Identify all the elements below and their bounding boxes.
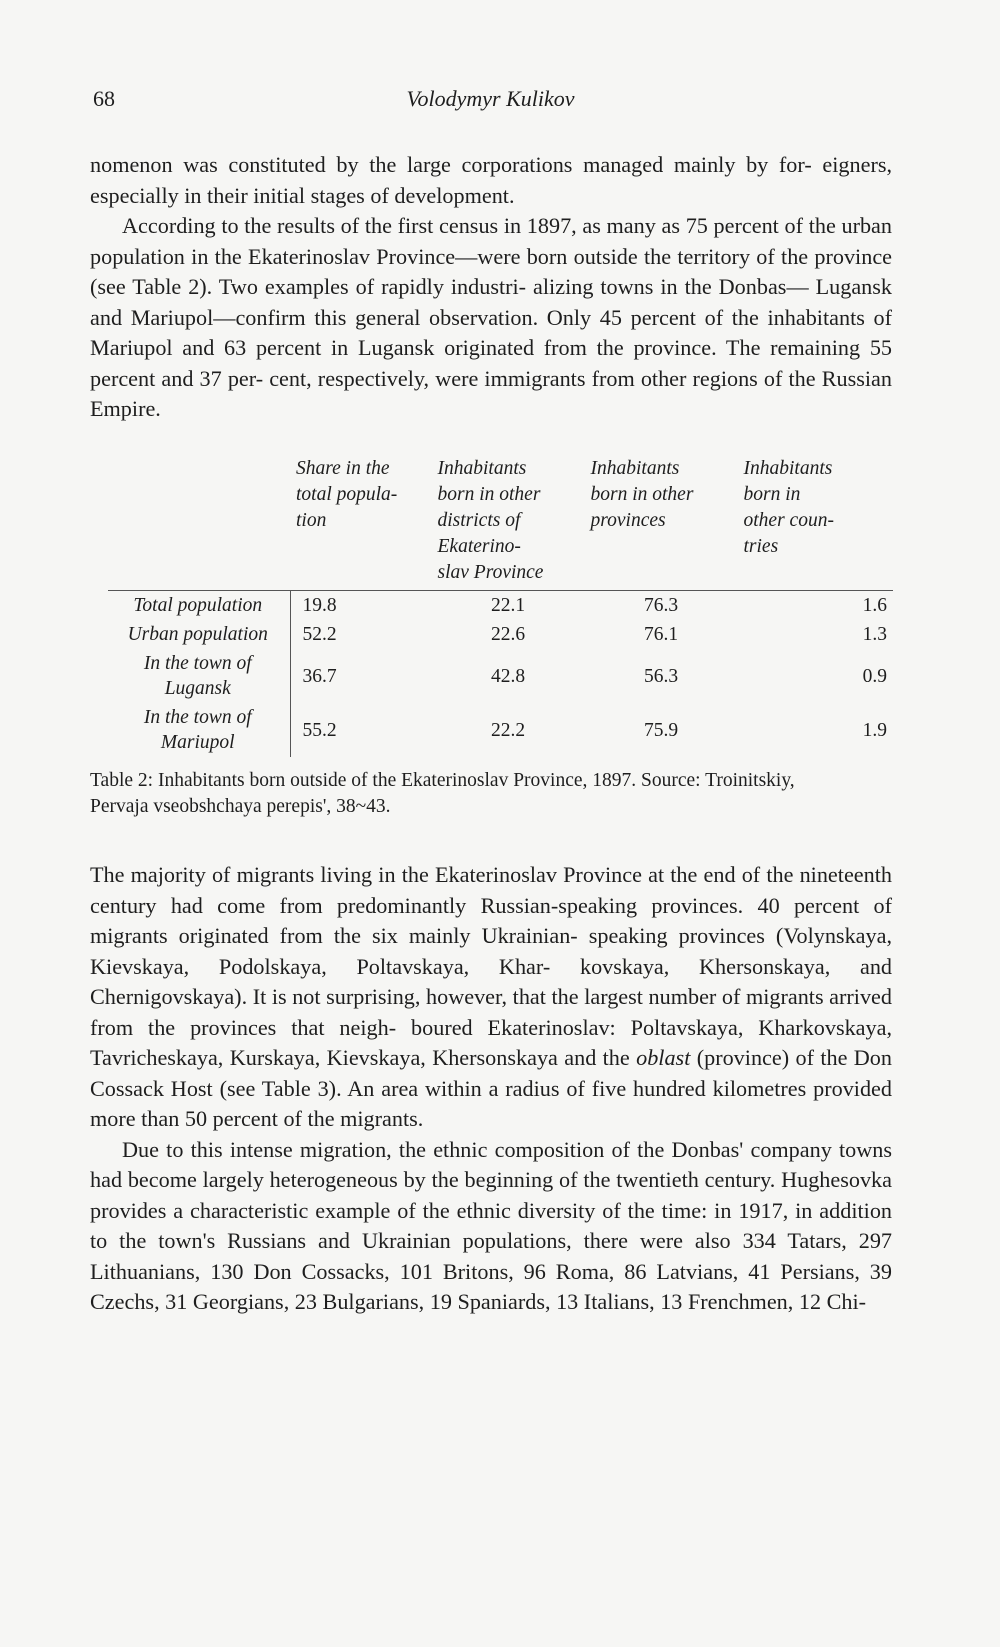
column-header-other-provinces: Inhabitants born in other provinces: [585, 450, 738, 591]
text-line: eigners, especially in their initial stages of development.: [90, 152, 893, 208]
table-cell: 76.3: [643, 595, 679, 616]
paragraph: [90, 150, 892, 211]
text-line: boured Ekaterinoslav: Poltavskaya, Kharkovskaya, Tavricheskaya, Kurskaya,: [90, 1014, 893, 1070]
column-header-other-countries: Inhabitants born in other coun- tries: [738, 450, 894, 591]
text-line: ethnic diversity of the time: in 1917, in addition to the town's Russians and: [90, 1197, 893, 1253]
caption-line: Table 2: Inhabitants born outside of the Ekaterinoslav Province, 1897. Source: Troinitskiy,: [90, 770, 795, 791]
running-header-author: Volodymyr Kulikov: [406, 86, 575, 111]
text-line: more than 50 percent of the migrants.: [90, 1106, 424, 1131]
text-line: cent, respectively, were immigrants from other regions of the Russian Empire.: [90, 365, 892, 421]
table-cell: 42.8: [490, 665, 526, 687]
text-line: Georgians, 23 Bulgarians, 19 Spaniards, 13 Italians, 13 Frenchmen, 12 Chi-: [192, 1289, 867, 1314]
text-line: that the largest number of migrants arrived from the provinces that neigh-: [90, 984, 893, 1040]
text-line: Lugansk originated from the province. The remaining 55 percent and 37 per-: [90, 335, 893, 391]
running-header: [93, 86, 888, 116]
table-row: [108, 649, 893, 703]
text-line: observation. Only 45 percent of the inhabitants of Mariupol and 63 percent in: [90, 304, 893, 360]
table-row: [108, 620, 893, 649]
text-line: the nineteenth century had come from predominantly Russian-speaking: [90, 862, 892, 918]
table-row: [108, 703, 893, 757]
text-line: alizing towns in the Donbas— Lugansk and Mariupol—confirm this general: [90, 274, 893, 330]
table-cell: 55.2: [302, 719, 337, 741]
text-line: kovskaya, Khersonskaya, and Chernigovskaya). It is not surprising, however,: [90, 953, 893, 1009]
table-caption: [90, 768, 895, 820]
text-line: company towns had become largely heterogeneous by the beginning of the: [90, 1136, 892, 1192]
table-corner-cell: [108, 450, 290, 591]
table-cell: 1.3: [862, 624, 887, 645]
caption-line: Pervaja vseobshchaya perepis', 38~43.: [90, 796, 391, 817]
text-line: of the urban population in the Ekaterinoslav Province—were born outside: [90, 213, 892, 269]
table-cell: 22.6: [490, 624, 526, 645]
census-table: [108, 450, 893, 757]
text-line: According to the results of the first census in 1897, as many as 75 percent: [122, 213, 779, 238]
text-line: provinces. 40 percent of migrants originated from the six mainly Ukrainian-: [90, 892, 893, 948]
text-line: twentieth century. Hughesovka provides a characteristic example of the: [90, 1167, 892, 1223]
text-line: Due to this intense migration, the ethnic composition of the Donbas': [122, 1136, 744, 1162]
row-label: In the town of Mariupol: [108, 703, 290, 757]
text-line: The majority of migrants living in the Ekaterinoslav Province at the end of: [90, 862, 761, 887]
column-header-other-districts: Inhabitants born in other districts of Ekaterino- slav Province: [432, 450, 585, 591]
text-line: Cossacks, 101 Britons, 96 Roma, 86 Latvians, 41 Persians, 39 Czechs, 31: [90, 1258, 892, 1314]
table-cell: 56.3: [643, 665, 679, 687]
row-label: Urban population: [108, 620, 290, 649]
emphasis: oblast: [636, 1045, 691, 1070]
table-cell: 76.1: [643, 624, 679, 645]
table-cell: 22.2: [490, 719, 526, 741]
text-line: Kievskaya, Khersonskaya and the oblast (province) of the Don Cossack Host: [90, 1045, 892, 1101]
table-cell: 75.9: [643, 719, 679, 741]
table-cell: 52.2: [302, 624, 337, 645]
table-cell: 0.9: [862, 665, 887, 687]
text-line: Ukrainian populations, there were also 334 Tatars, 297 Lithuanians, 130 Don: [90, 1228, 893, 1284]
table-cell: 1.6: [862, 595, 887, 616]
table-cell: 36.7: [302, 665, 337, 687]
table-cell: 19.8: [302, 595, 337, 616]
body-text-bottom: [90, 860, 892, 1318]
text-line: (see Table 3). An area within a radius of five hundred kilometres provided: [219, 1075, 892, 1101]
text-line: nomenon was constituted by the large corporations managed mainly by for-: [90, 152, 812, 177]
row-label: In the town of Lugansk: [108, 649, 290, 703]
paragraph: [90, 860, 892, 1135]
page-number: 68: [93, 86, 115, 111]
table-row: [108, 591, 893, 621]
row-label: Total population: [108, 591, 290, 621]
text-line: speaking provinces (Volynskaya, Kievskaya, Podolskaya, Poltavskaya, Khar-: [90, 923, 892, 979]
table-cell: 1.9: [862, 719, 887, 741]
text-line: the territory of the province (see Table 2). Two examples of rapidly industri-: [90, 243, 893, 299]
paragraph: [90, 1135, 892, 1318]
paragraph: [90, 211, 892, 425]
body-text-top: [90, 150, 892, 425]
column-header-share: Share in the total popula- tion: [290, 450, 432, 591]
table-header-row: [108, 450, 893, 591]
table-cell: 22.1: [490, 595, 526, 616]
